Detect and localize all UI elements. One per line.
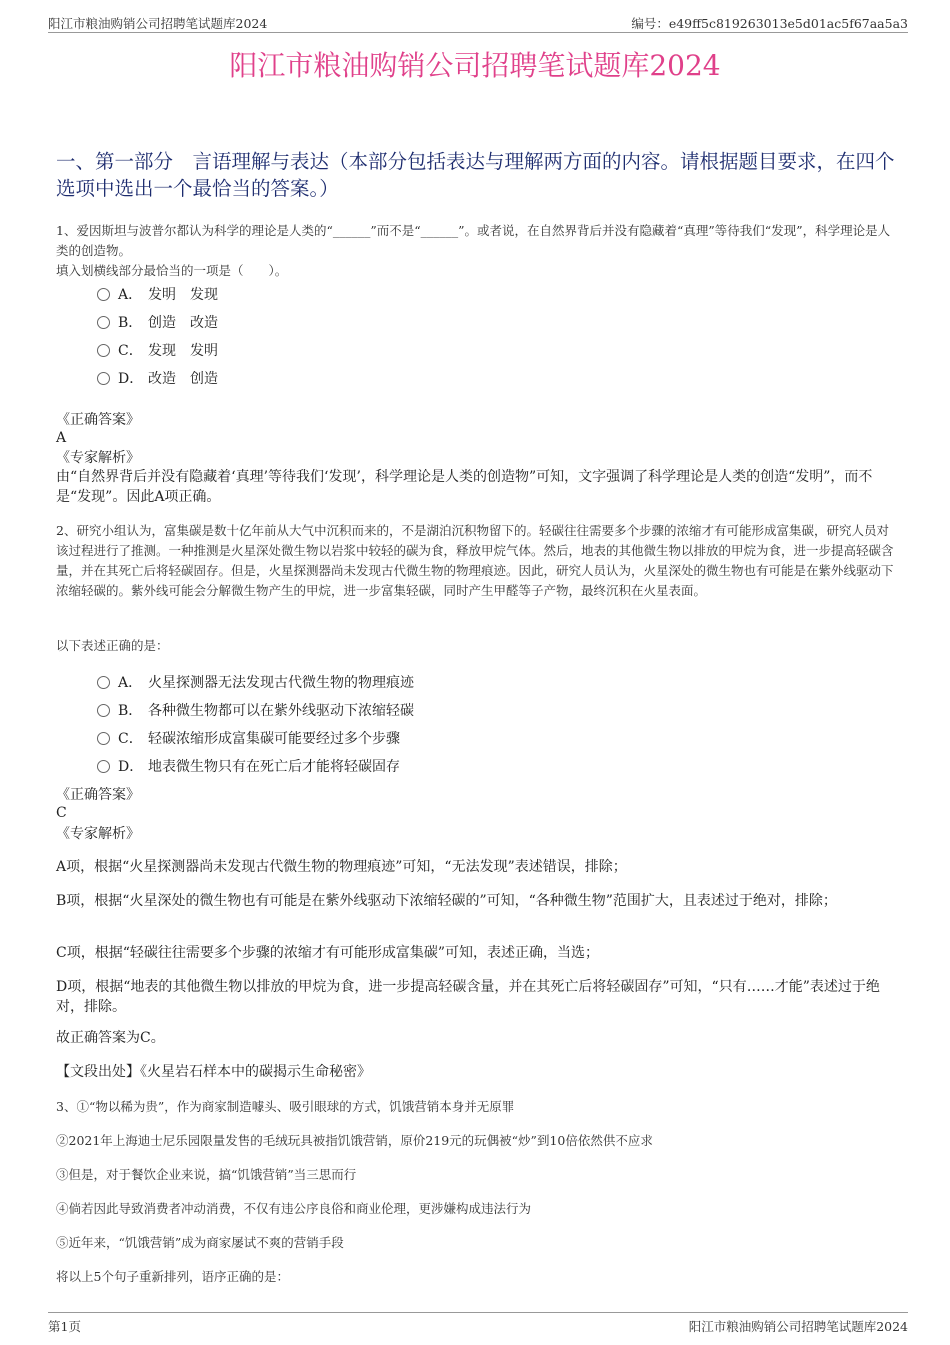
- q1-option-a[interactable]: A． 发明 发现: [97, 284, 218, 304]
- radio-button-icon[interactable]: [97, 344, 110, 357]
- q1-stem: 1、爱因斯坦与波普尔都认为科学的理论是人类的“______”而不是“______”。或者说，在自然界背后并没有隐藏着“真理”等待我们“发现”，科学理论是人类的创造物。: [56, 223, 891, 258]
- q3-prompt: 将以上5个句子重新排列，语序正确的是：: [56, 1269, 289, 1284]
- q2-option-a[interactable]: A． 火星探测器无法发现古代微生物的物理痕迹: [97, 672, 414, 692]
- q2-source: 【文段出处】《火星岩石样本中的碳揭示生命秘密》: [56, 1064, 371, 1080]
- q1-option-d[interactable]: D． 改造 创造: [97, 368, 218, 388]
- q1-prompt: 填入划横线部分最恰当的一项是（ ）。: [56, 263, 288, 278]
- q2-stem: 2、研究小组认为，富集碳是数十亿年前从大气中沉积而来的，不是湖泊沉积物留下的。轻碳往往需要多个步骤的浓缩才有可能形成富集碳，研究人员对该过程进行了推测。一种推测是火星深处微生物以岩浆中较轻的碳为食，释放甲烷气体。然后，地表的其他微生物以排放的甲烷为食，进一步提高轻碳含量，并在其死亡后将轻碳固存。但是，火星探测器尚未发现古代微生物的物理痕迹。因此，研究人员认为，火星深处的微生物也有可能是在紫外线驱动下浓缩轻碳的。紫外线可能会分解微生物产生的甲烷，进一步富集轻碳，同时产生甲醛等子产物，最终沉积在火星表面。: [56, 523, 894, 598]
- q3-sentence-2: ②2021年上海迪士尼乐园限量发售的毛绒玩具被指饥饿营销，原价219元的玩偶被“炒”到10倍依然供不应求: [56, 1133, 653, 1148]
- page-number: 第1页: [48, 1319, 81, 1334]
- q2-analysis-c: C项，根据“轻碳往往需要多个步骤的浓缩才有可能形成富集碳”可知，表述正确，当选；: [56, 945, 600, 961]
- q3-sentence-5: ⑤近年来，“饥饿营销”成为商家屡试不爽的营销手段: [56, 1235, 344, 1250]
- radio-button-icon[interactable]: [97, 288, 110, 301]
- radio-button-icon[interactable]: [97, 760, 110, 773]
- header-doc-id: 编号：e49ff5c819263013e5d01ac5f67aa5a3: [631, 16, 908, 31]
- q2-option-c[interactable]: C． 轻碳浓缩形成富集碳可能要经过多个步骤: [97, 728, 400, 748]
- page-header: [48, 10, 908, 33]
- q1-option-c[interactable]: C． 发现 发明: [97, 340, 218, 360]
- q2-option-b[interactable]: B． 各种微生物都可以在紫外线驱动下浓缩轻碳: [97, 700, 414, 720]
- section-heading: 一、第一部分 言语理解与表达（本部分包括表达与理解两方面的内容。请根据题目要求，在四个选项中选出一个最恰当的答案。）: [56, 150, 895, 200]
- q2-analysis-d: D项，根据“地表的其他微生物以排放的甲烷为食，进一步提高轻碳含量，并在其死亡后将轻碳固存”可知，“只有……才能”表述过于绝对，排除。: [56, 979, 880, 1015]
- q3-sentence-3: ③但是，对于餐饮企业来说，搞“饥饿营销”当三思而行: [56, 1167, 357, 1182]
- footer-doc-title: 阳江市粮油购销公司招聘笔试题库2024: [688, 1319, 908, 1334]
- q3-sentence-1: 3、①“物以稀为贵”，作为商家制造噱头、吸引眼球的方式，饥饿营销本身并无原罪: [56, 1099, 515, 1114]
- q2-answer: C: [56, 805, 67, 821]
- radio-button-icon[interactable]: [97, 372, 110, 385]
- q2-answer-label: 《正确答案》: [56, 787, 140, 803]
- header-doc-title: 阳江市粮油购销公司招聘笔试题库2024: [48, 16, 268, 31]
- q2-analysis-b: B项，根据“火星深处的微生物也有可能是在紫外线驱动下浓缩轻碳的”可知，“各种微生物”范围扩大，且表述过于绝对，排除；: [56, 893, 837, 909]
- q1-analysis-label: 《专家解析》: [56, 450, 140, 466]
- q2-option-d[interactable]: D． 地表微生物只有在死亡后才能将轻碳固存: [97, 756, 400, 776]
- q2-conclusion: 故正确答案为C。: [56, 1030, 165, 1046]
- q1-answer: A: [56, 430, 67, 446]
- page-footer: [48, 1312, 908, 1335]
- q3-sentence-4: ④倘若因此导致消费者冲动消费，不仅有违公序良俗和商业伦理，更涉嫌构成违法行为: [56, 1201, 532, 1216]
- q1-analysis: 由“自然界背后并没有隐藏着‘真理’等待我们‘发现’，科学理论是人类的创造物”可知，文字强调了科学理论是人类的创造“发明”，而不是“发现”。因此A项正确。: [56, 469, 873, 505]
- q2-analysis-label: 《专家解析》: [56, 826, 140, 842]
- q1-answer-label: 《正确答案》: [56, 412, 140, 428]
- radio-button-icon[interactable]: [97, 732, 110, 745]
- q1-option-b[interactable]: B． 创造 改造: [97, 312, 218, 332]
- radio-button-icon[interactable]: [97, 676, 110, 689]
- q2-analysis-a: A项，根据“火星探测器尚未发现古代微生物的物理痕迹”可知，“无法发现”表述错误，排除；: [56, 859, 627, 875]
- page-title: 阳江市粮油购销公司招聘笔试题库2024: [229, 49, 721, 82]
- radio-button-icon[interactable]: [97, 316, 110, 329]
- q2-prompt: 以下表述正确的是：: [56, 638, 169, 653]
- radio-button-icon[interactable]: [97, 704, 110, 717]
